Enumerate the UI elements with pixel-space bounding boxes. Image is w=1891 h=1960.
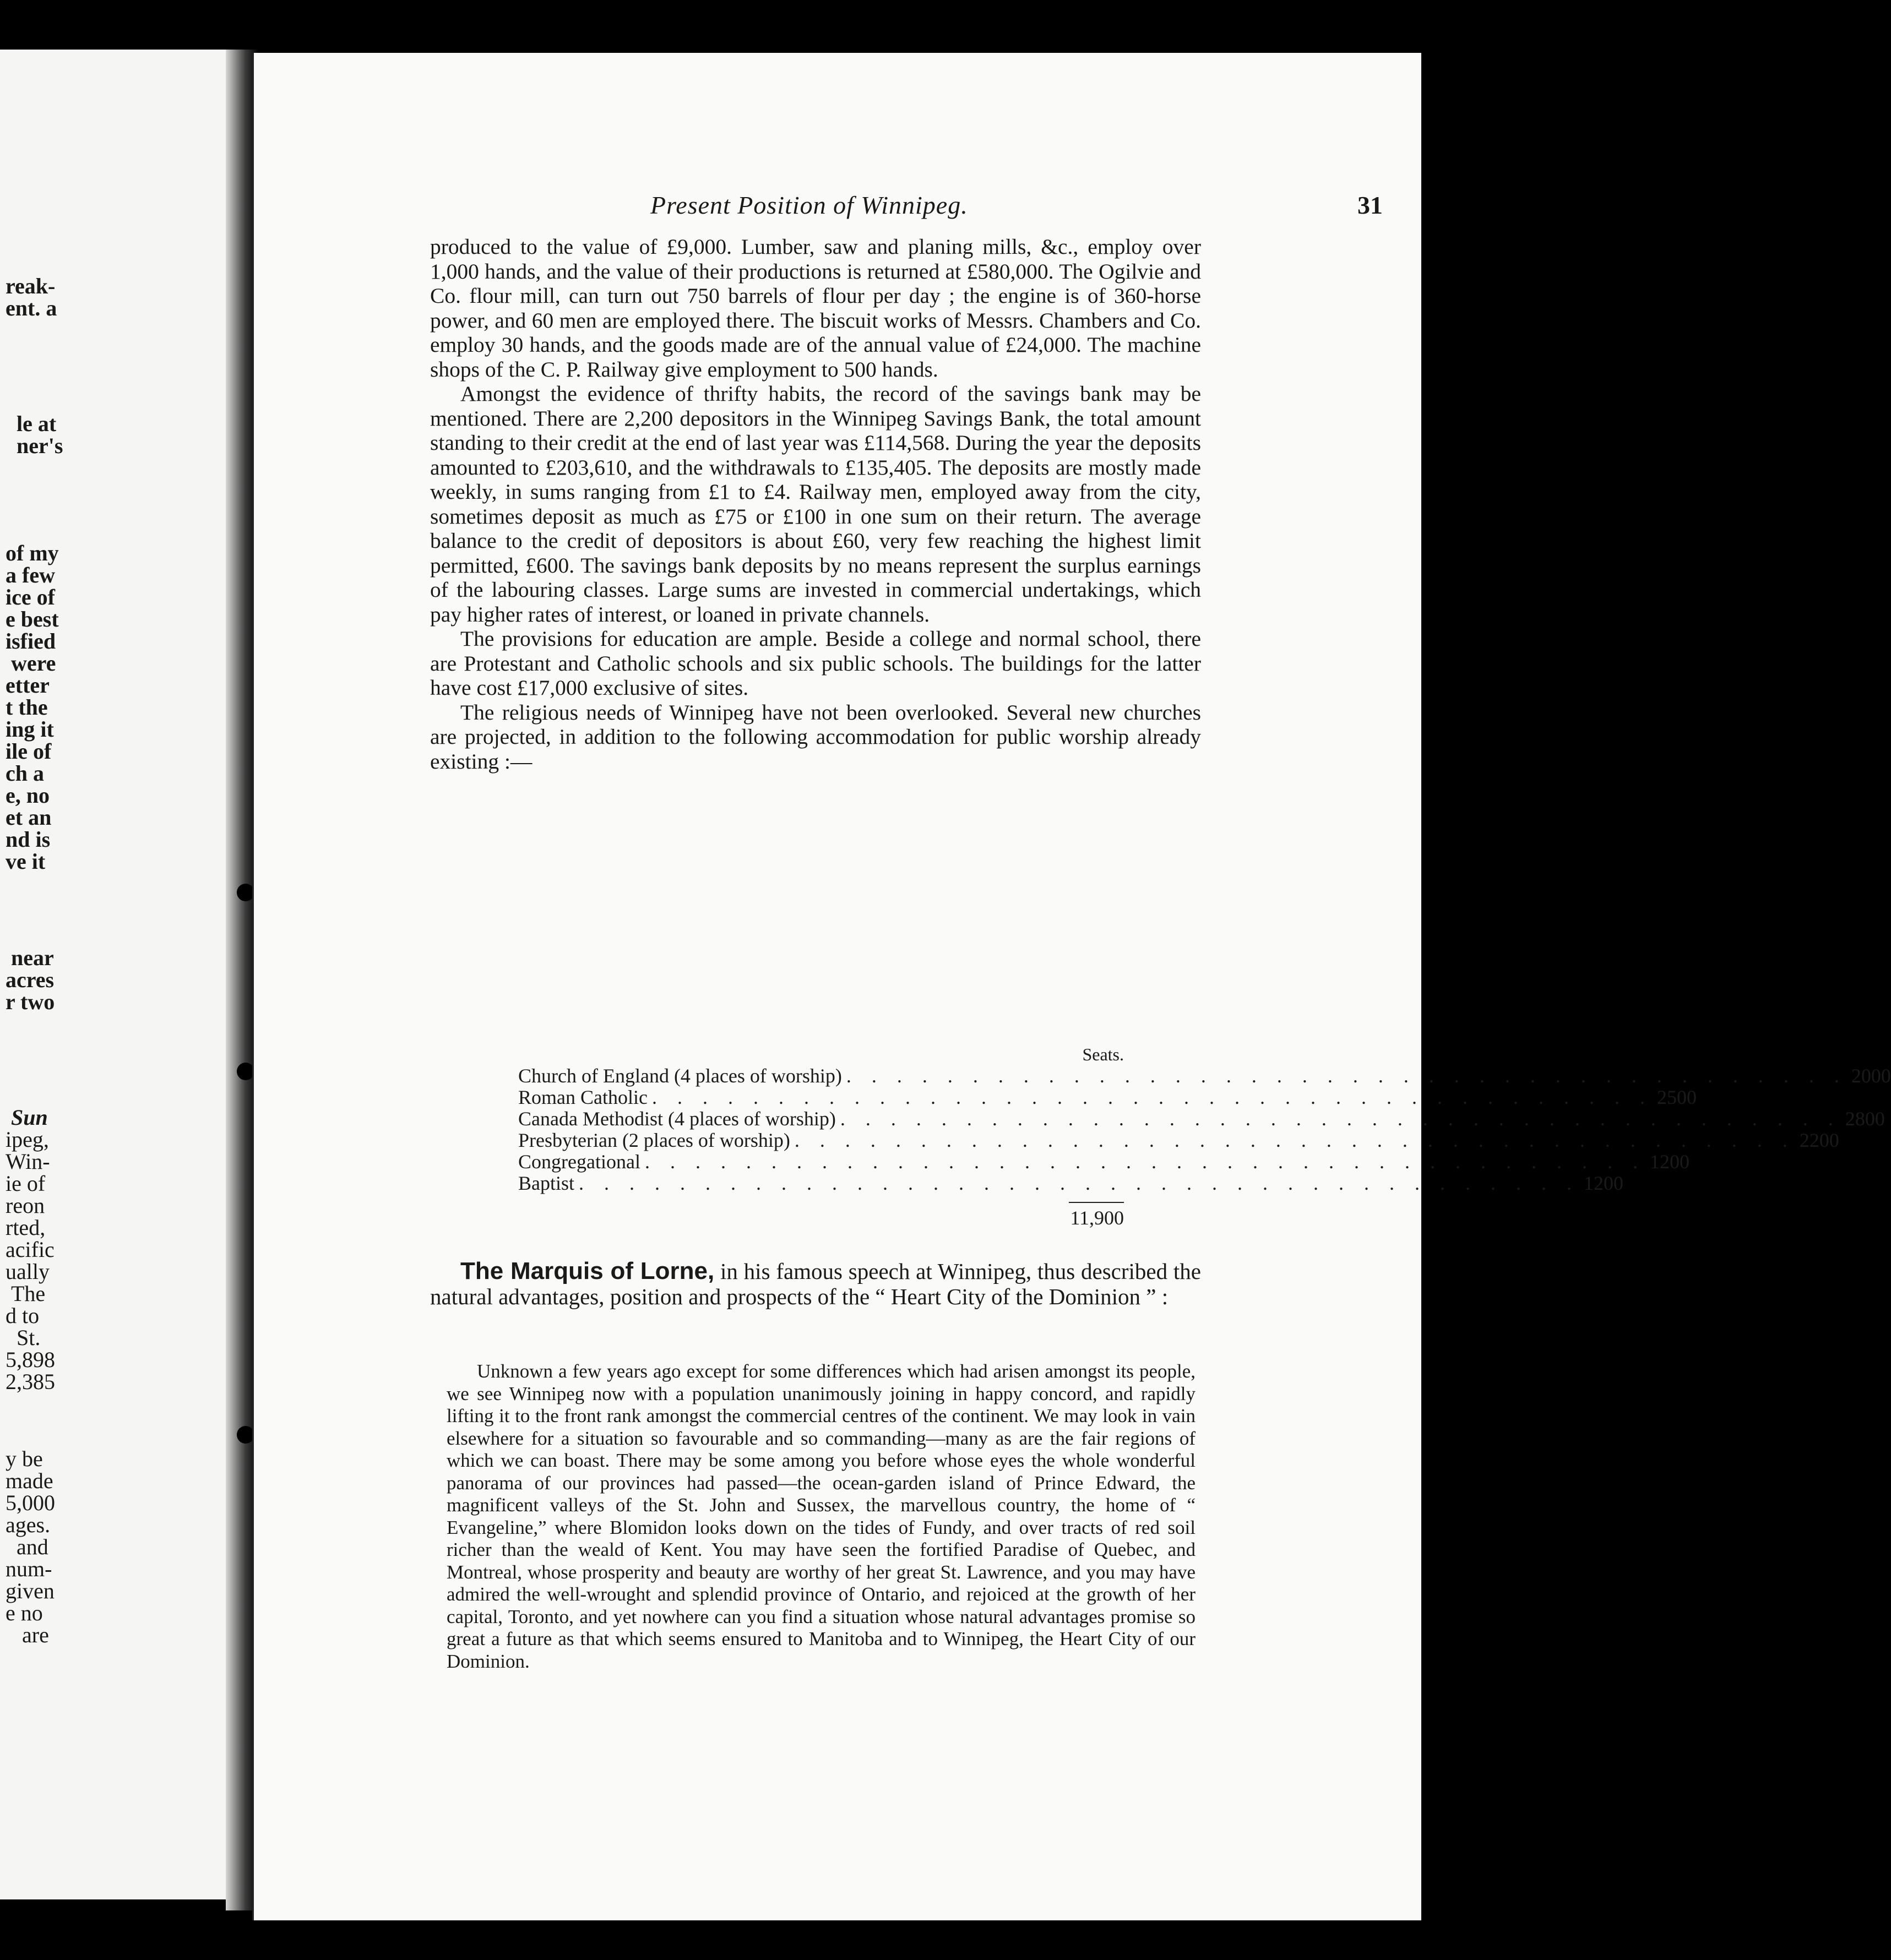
facing-page-text: nd is [6,827,51,852]
leader-dots: . . . . . . . . . . . . . . . . . . . . . . . . . . . . . . . . . . . . . . . . [644,1151,1645,1173]
worship-accommodation-table [518,1044,1891,1229]
facing-page-text: e best [6,607,59,631]
book-page [252,53,1891,1920]
paragraph: The provisions for education are ample. Beside a college and normal school, there are Protestant and Catholic schools and six public schools. The buildings for the latter have cost £17,000 exclusive of sites. [430,627,1201,700]
facing-page-text: y be [6,1446,43,1471]
facing-page-text: ing it [6,717,54,742]
facing-page-fragment [0,50,242,1899]
denomination-label: Baptist [518,1172,575,1194]
facing-page-text: were [11,651,56,676]
leader-dots: . . . . . . . . . . . . . . . . . . . . . . . . . . . . . . . . . . . . . . . . [794,1129,1795,1151]
facing-page-text: ent. a [6,296,57,320]
table-row [518,1151,1689,1173]
table-total: 11,900 [1070,1207,1124,1229]
facing-page-text: are [22,1623,49,1647]
paragraph: Amongst the evidence of thrifty habits, the record of the savings bank may be mentioned. There are 2,200 depositors in the Winnipeg Savings Bank, the total amount standing to their credit at the end of last year was £114,568. During the year the deposits amounted to £203,610, and the withdrawals to £135,405. The deposits are mostly made weekly, in sums ranging from £1 to £4. Railway men, employed away from the city, sometimes deposit as much as £75 or £100 in one sum on their return. The average balance to the credit of depositors is about £60, very few reaching the highest limit permitted, £600. The savings bank deposits by no means represent the surplus earnings of the labouring classes. Large sums are invested in commercial undertakings, which pay higher rates of interest, or loaned in private channels. [430,382,1201,627]
paragraph: produced to the value of £9,000. Lumber, saw and planing mills, &c., employ over 1,000 hands, and the value of their productions is returned at £580,000. The Ogilvie and Co. flour mill, can turn out 750 barrels of flour per day ; the engine is of 360-horse power, and 60 men are employed there. The biscuit works of Messrs. Chambers and Co. employ 30 hands, and the goods made are of the annual value of £24,000. The machine shops of the C. P. Railway give employment to 500 hands. [430,235,1201,382]
leader-dots: . . . . . . . . . . . . . . . . . . . . . . . . . . . . . . . . . . . . . . . . [840,1108,1841,1130]
facing-page-text: St. [17,1325,41,1350]
facing-page-text: e no [6,1600,43,1625]
facing-page-text: ipeg, [6,1127,49,1152]
seats-value: 2500 [1656,1086,1697,1108]
running-head-title: Present Position of Winnipeg. [650,191,968,219]
table-row [518,1172,1624,1194]
facing-page-text: near [11,945,54,970]
table-row [518,1086,1697,1108]
facing-page-text: 2,385 [6,1369,55,1394]
facing-page-text: acres [6,967,55,992]
facing-page-text: d to [6,1303,40,1328]
page-number: 31 [1357,191,1383,219]
leader-dots: . . . . . . . . . . . . . . . . . . . . . . . . . . . . . . . . . . . . . . . . [846,1065,1847,1087]
leader-dots: . . . . . . . . . . . . . . . . . . . . . . . . . . . . . . . . . . . . . . . . [651,1086,1653,1108]
table-row [518,1108,1885,1130]
facing-page-text: reak- [6,274,56,298]
facing-page-text: e, no [6,783,50,808]
facing-page-text: ner's [17,433,63,458]
facing-page-text: 5,898 [6,1347,55,1372]
lorne-intro-text: in his famous speech at Winnipeg, thus described the natural advantages, position and prospects of the “ Heart City of the Dominion ” : [430,1259,1201,1309]
facing-page-text: 5,000 [6,1490,55,1515]
facing-page-text: Win- [6,1149,50,1174]
facing-page-text: reon [6,1193,45,1218]
facing-page-text: and [17,1534,48,1559]
seats-value: 2800 [1845,1108,1885,1130]
facing-page-text: ch a [6,761,44,786]
facing-page-text: a few [6,563,55,587]
seats-value: 1200 [1584,1172,1624,1194]
facing-page-text: ice of [6,585,55,609]
seats-value: 1200 [1649,1151,1689,1173]
seats-value: 2200 [1799,1129,1839,1151]
lorne-intro [430,1259,1201,1309]
facing-page-text: ve it [6,849,46,874]
facing-page-text: isfied [6,629,56,654]
lorne-lead: The Marquis of Lorne, [460,1257,715,1284]
denomination-label: Presbyterian (2 places of worship) [518,1129,790,1151]
facing-page-text: ile of [6,739,52,764]
facing-page-text: Sun [11,1105,48,1130]
facing-page-text: given [6,1578,55,1603]
denomination-label: Church of England (4 places of worship) [518,1065,842,1087]
body-text [430,235,1201,774]
facing-page-text: ages. [6,1512,51,1537]
table-row [518,1065,1891,1087]
denomination-label: Roman Catholic [518,1086,648,1108]
facing-page-text: of my [6,541,59,565]
paragraph: The religious needs of Winnipeg have not been overlooked. Several new churches are projected, in addition to the following accommodation for public worship already existing :— [430,700,1201,774]
leader-dots: . . . . . . . . . . . . . . . . . . . . . . . . . . . . . . . . . . . . . . . . [579,1172,1580,1194]
denomination-label: Canada Methodist (4 places of worship) [518,1108,836,1130]
facing-page-text: r two [6,989,55,1014]
facing-page-text: made [6,1468,53,1493]
table-row [518,1129,1839,1151]
table-header: Seats. [1082,1044,1124,1064]
denomination-label: Congregational [518,1151,640,1173]
facing-page-text: et an [6,805,52,830]
seats-value: 2000 [1851,1065,1891,1087]
lorne-speech-quote [447,1360,1196,1673]
facing-page-text: acific [6,1237,55,1262]
facing-page-text: etter [6,673,50,698]
total-rule [1069,1202,1124,1203]
facing-page-text: The [11,1281,46,1306]
facing-page-text: num- [6,1556,52,1581]
facing-page-text: ually [6,1259,50,1284]
quote-paragraph: Unknown a few years ago except for some differences which had arisen amongst its people, we see Winnipeg now with a population unanimously joining in happy concord, and rapidly lifting it to the front rank amongst the commercial centres of the continent. We may look in vain elsewhere for a situation so favourable and so commanding—many as are the fair regions of which we can boast. There may be some among you before whose eyes the whole wonderful panorama of our provinces had passed—the ocean-garden island of Prince Edward, the magnificent valleys of the St. John and Sussex, the marvellous country, the home of “ Evangeline,” where Blomidon looks down on the tides of Fundy, and over tracts of red soil richer than the weald of Kent. You may have seen the fortified Paradise of Quebec, and Montreal, whose prosperity and beauty are worthy of her great St. Lawrence, and you may have admired the well-wrought and splendid province of Ontario, and rejoiced at the growth of her capital, Toronto, and yet nowhere can you find a situation whose natural advantages promise so great a future as that which seems ensured to Manitoba and to Winnipeg, the Heart City of our Dominion. [447,1360,1196,1672]
facing-page-text: le at [17,411,57,436]
facing-page-text: t the [6,695,48,720]
running-head [650,190,1383,220]
facing-page-text: ie of [6,1171,46,1196]
facing-page-text: rted, [6,1215,46,1240]
